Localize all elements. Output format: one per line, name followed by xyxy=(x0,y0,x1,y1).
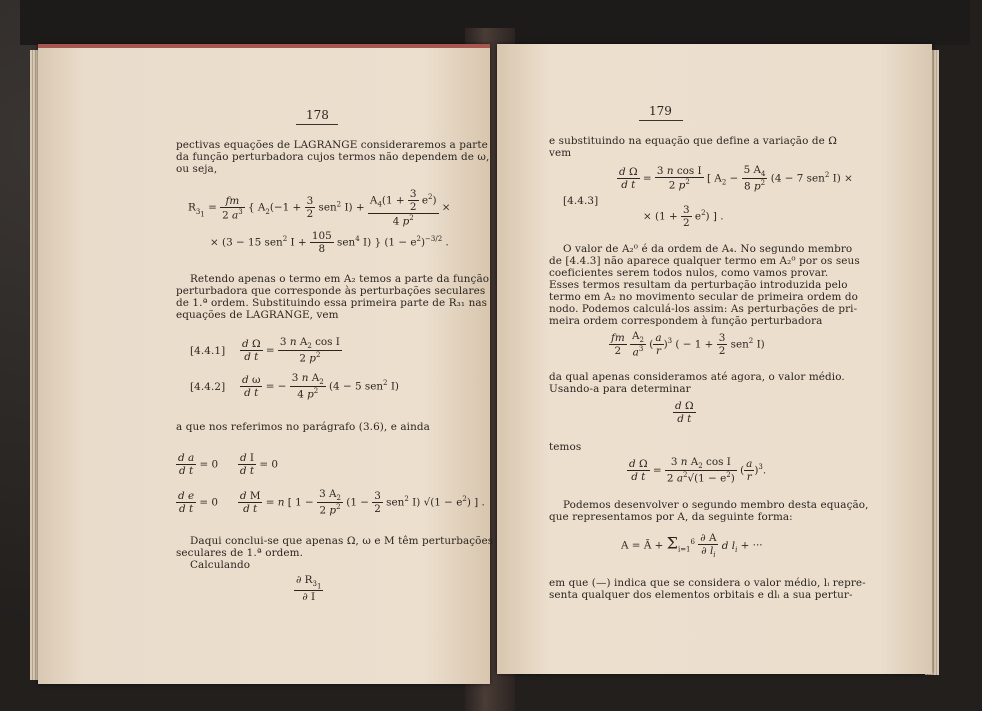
page-number: 178 xyxy=(306,108,329,122)
equation-de-dM: $\frac{\text{d e}}{\text{d t}}$ = 0 $\frac{\text{d M}}{\text{d t}}$ = n [ 1 − $\frac{3 A_2}{2 p^2}$ (1 − $\frac{3}{2}$ sen$^2$ I) $√(1 - e^2)$ ] . xyxy=(178,488,485,517)
eq-label-4-4-1: [4.4.1] xyxy=(190,345,226,357)
eq-label-4-4-3: [4.4.3] xyxy=(563,195,599,207)
equation-da-dI: $\frac{\text{d a}}{\text{d t}}$ = 0 $\frac{\text{d I}}{\text{d t}}$ = 0 xyxy=(178,452,278,477)
equation-d-omega-full: $\frac{\text{d Ω}}{\text{d t}}$ = $\frac{3 n A_2 \cos I}{2 a^2√(1 - e^2)}$ ( $\frac{a}{r}$ )$^3$. xyxy=(629,456,767,485)
equation-r-part2: × (3 − 15 sen$^2$ I + $\frac{105}{8}$ sen$^4$ I) } $(1 - e^2)^{-3/2}$ . xyxy=(210,230,449,255)
right-page: 179 e substituindo na equação que define a variação de Ω vem $\frac{\text{d Ω}}{\text{d t}}$ = $\frac{\text{3 n cos I}}{2 p^2}$ [ $A_2$ − $\frac{5 A_4}{8 p^2}$ (4 − 7 sen$^2$ I) × [4.4.3] × (1 + $\frac{3}{2}$ $e^2$) ] . O valor de A₂⁰ é da ordem de A₄. No segundo membro de [4.4.3] não aparece qualquer termo em A₂⁰ por os seus coeficientes serem todos nulos, como vamos provar. Esses termos resultam da perturbação introduzida pelo termo em A₂ no movimento secular de primeira ordem do nodo. Podemos calculá-los assim: As perturbações de pri- meira ordem correspondem à função perturbadora $\frac{fm}{2}$ $\frac{A_2}{a^3}$ ( $\frac{a}{r}$ )$^3$ ( − 1 + $\frac{3}{2}$ sen$^2$ I) da qual apenas consideramos até agora, o valor médio. Usando-a para determinar $\frac{\text{d Ω}}{\text{d t}}$ temos $\frac{\text{d Ω}}{\text{d t}}$ = $\frac{3 n A_2 \cos I}{2 a^2√(1 - e^2)}$ ( $\frac{a}{r}$ )$^3$. Podemos desenvolver o segundo membro desta equação, que representamos por A, da seguinte forma: A = Ā + $\Sigma_{i=1}^6$ $\frac{\partial A}{\partial l_i}$ d $l_i$ + ··· em que (—) indica que se considera o valor médio, lᵢ repre- senta qualquer dos elementos orbitais e dlᵢ a sua pertur- xyxy=(497,44,932,674)
equation-4-4-1: $\frac{\text{d Ω}}{\text{d t}}$ = $\frac{3 n A_2 \cos I}{2 p^2}$ xyxy=(242,336,340,365)
page-number-rule xyxy=(639,120,683,121)
equation-4-4-3-part2: × (1 + $\frac{3}{2}$ $e^2$) ] . xyxy=(643,204,724,229)
page-number: 179 xyxy=(649,104,672,118)
equation-4-4-2: $\frac{\text{d ω}}{\text{d t}}$ = − $\frac{3 n A_2}{4 p^2}$ (4 − 5 sen$^2$ I) xyxy=(242,372,399,401)
equation-perturbing-function: $\frac{fm}{2}$ $\frac{A_2}{a^3}$ ( $\frac{a}{r}$ )$^3$ ( − 1 + $\frac{3}{2}$ sen$^2$ I) xyxy=(611,330,765,359)
paragraph-3: a que nos referimos no parágrafo (3.6), e ainda xyxy=(176,421,430,433)
page-number-rule xyxy=(296,124,338,125)
eq-label-4-4-2: [4.4.2] xyxy=(190,381,226,393)
left-page: 178 pectivas equações de LAGRANGE consideraremos a parte da função perturbadora cujos termos não dependem de ω, ou seja, $R_{3_1}$ = $\frac{fm}{2 a^3}$ { $A_2(-1$ + $\frac{3}{2}$ sen$^2$ I) + $A_4(1$ + $\frac{3}{2}$ $e^2$) 4 $p^2$ × × (3 − 15 sen$^2$ I + $\frac{105}{8}$ sen$^4$ I) } $(1 - e^2)^{-3/2}$ . Retendo apenas o termo em A₂ temos a parte da função perturbadora que corresponde às perturbações seculares de 1.ª ordem. Substituindo essa primeira parte de R₃₁ nas equações de LAGRANGE, vem [4.4.1] $\frac{\text{d Ω}}{\text{d t}}$ = $\frac{3 n A_2 \cos I}{2 p^2}$ [4.4.2] $\frac{\text{d ω}}{\text{d t}}$ = − $\frac{3 n A_2}{4 p^2}$ (4 − 5 sen$^2$ I) a que nos referimos no parágrafo (3.6), e ainda $\frac{\text{d a}}{\text{d t}}$ = 0 $\frac{\text{d I}}{\text{d t}}$ = 0 $\frac{\text{d e}}{\text{d t}}$ = 0 $\frac{\text{d M}}{\text{d t}}$ = n [ 1 − $\frac{3 A_2}{2 p^2}$ (1 − $\frac{3}{2}$ sen$^2$ I) $√(1 - e^2)$ ] . Daqui conclui-se que apenas Ω, ω e M têm perturbações seculares de 1.ª ordem. Calculando $\frac{\partial R_{3_1}}{\partial I}$ xyxy=(38,44,490,684)
paragraph-4: temos xyxy=(549,441,582,453)
equation-partial-r: $\frac{\partial R_{3_1}}{\partial I}$ xyxy=(296,574,322,604)
equation-4-4-3-part1: $\frac{\text{d Ω}}{\text{d t}}$ = $\frac{\text{3 n cos I}}{2 p^2}$ [ $A_2$ − $\frac{5 A_4}{8 p^2}$ (4 − 7 sen$^2$ I) × xyxy=(619,164,853,193)
equation-expansion: A = Ā + $\Sigma_{i=1}^6$ $\frac{\partial A}{\partial l_i}$ d $l_i$ + ··· xyxy=(621,532,763,560)
equation-r-part1: $R_{3_1}$ = $\frac{fm}{2 a^3}$ { $A_2(-1$ + $\frac{3}{2}$ sen$^2$ I) + $A_4(1$ + $\frac{3}{2}$ $e^2$) 4 $p^2$ × xyxy=(188,188,451,228)
equation-d-omega: $\frac{\text{d Ω}}{\text{d t}}$ xyxy=(675,400,694,425)
